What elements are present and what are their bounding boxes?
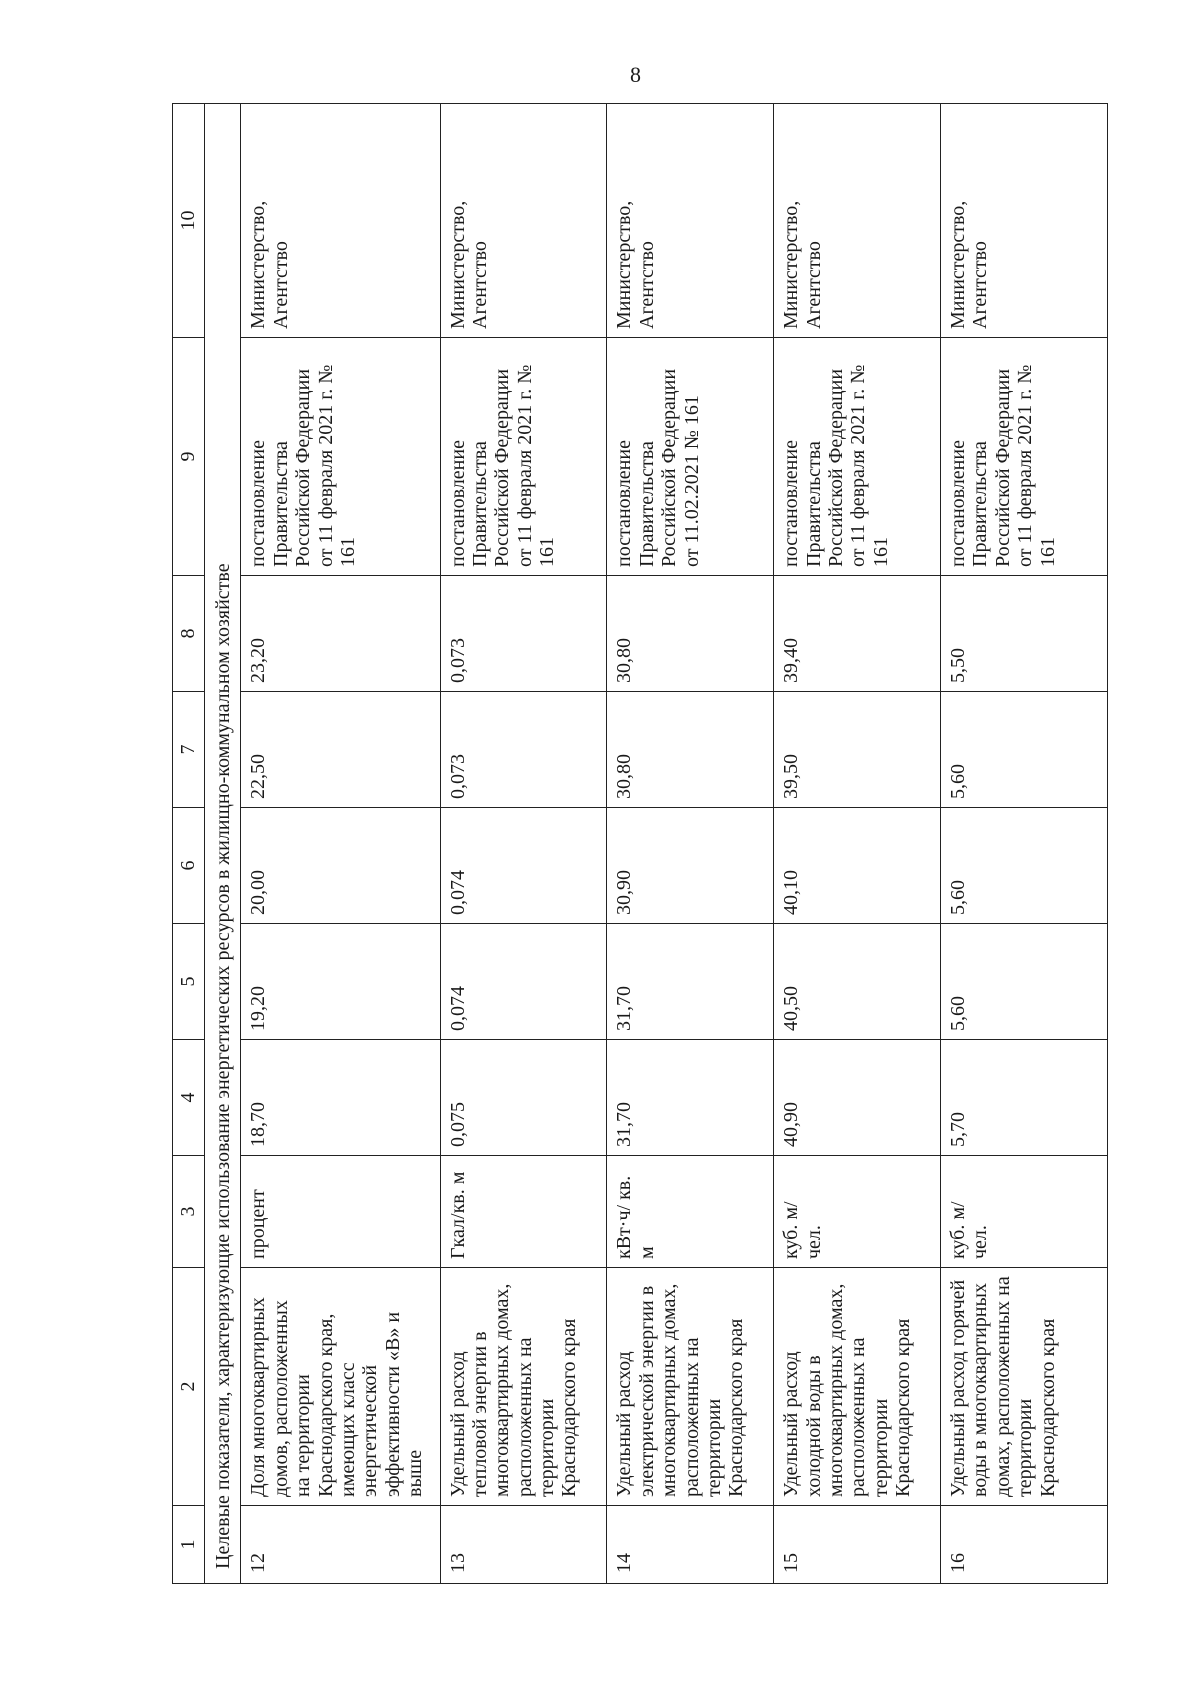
value-col-7: 5,60 [941,692,1108,808]
row-number: 12 [241,1506,440,1584]
page-number: 8 [630,62,641,87]
value-col-5: 0,074 [440,924,607,1040]
value-col-6: 5,60 [941,808,1108,924]
value-col-4: 5,70 [941,1040,1108,1156]
column-header: 9 [173,338,205,576]
value-col-8: 0,073 [440,576,607,692]
legal-basis: постановление Правительства Российской Федерации от 11 февраля 2021 г. № 161 [440,338,607,576]
value-col-5: 31,70 [607,924,774,1040]
legal-basis: постановление Правительства Российской Федерации от 11 февраля 2021 г. № 161 [941,338,1108,576]
indicator-name: Удельный расход тепловой энергии в многоквартирных домах, расположенных на территории Краснодарского края [440,1268,607,1506]
value-col-8: 5,50 [941,576,1108,692]
column-header: 2 [173,1268,205,1506]
value-col-6: 0,074 [440,808,607,924]
table-row [241,104,440,1584]
unit: Гкал/кв. м [440,1156,607,1268]
value-col-4: 18,70 [241,1040,440,1156]
column-header: 5 [173,924,205,1040]
value-col-5: 40,50 [774,924,941,1040]
row-number: 14 [607,1506,774,1584]
value-col-6: 20,00 [241,808,440,924]
value-col-7: 39,50 [774,692,941,808]
responsible: Министерство, Агентство [440,104,607,338]
row-number: 13 [440,1506,607,1584]
unit: кВт·ч/ кв. м [607,1156,774,1268]
value-col-7: 22,50 [241,692,440,808]
indicator-name: Удельный расход горячей воды в многоквартирных домах, расположенных на территории Краснодарского края [941,1268,1108,1506]
column-header: 6 [173,808,205,924]
value-col-6: 30,90 [607,808,774,924]
value-col-6: 40,10 [774,808,941,924]
responsible: Министерство, Агентство [607,104,774,338]
value-col-8: 30,80 [607,576,774,692]
indicator-name: Доля многоквартирных домов, расположенных на территории Краснодарского края, имеющих класс энергетической эффективности «В» и выше [241,1268,440,1506]
value-col-8: 23,20 [241,576,440,692]
table-row [774,104,941,1584]
responsible: Министерство, Агентство [941,104,1108,338]
column-header: 4 [173,1040,205,1156]
indicator-name: Удельный расход холодной воды в многоквартирных домах, расположенных на территории Краснодарского края [774,1268,941,1506]
value-col-4: 0,075 [440,1040,607,1156]
column-header: 7 [173,692,205,808]
value-col-7: 30,80 [607,692,774,808]
value-col-5: 19,20 [241,924,440,1040]
section-title: Целевые показатели, характеризующие использование энергетических ресурсов в жилищно-коммунальном хозяйстве [205,104,241,1584]
column-header: 8 [173,576,205,692]
responsible: Министерство, Агентство [774,104,941,338]
value-col-7: 0,073 [440,692,607,808]
value-col-8: 39,40 [774,576,941,692]
row-number: 15 [774,1506,941,1584]
legal-basis: постановление Правительства Российской Федерации от 11 февраля 2021 г. № 161 [774,338,941,576]
rotated-table-wrapper [172,104,1108,1584]
table-row [941,104,1108,1584]
unit: куб. м/ чел. [774,1156,941,1268]
value-col-4: 40,90 [774,1040,941,1156]
column-header: 1 [173,1506,205,1584]
indicator-name: Удельный расход электрической энергии в многоквартирных домах, расположенных на территории Краснодарского края [607,1268,774,1506]
table-row [607,104,774,1584]
column-header: 3 [173,1156,205,1268]
section-row [205,104,241,1584]
unit: куб. м/ чел. [941,1156,1108,1268]
column-header: 10 [173,104,205,338]
indicators-table [172,103,1108,1584]
table-row [440,104,607,1584]
row-number: 16 [941,1506,1108,1584]
value-col-5: 5,60 [941,924,1108,1040]
legal-basis: постановление Правительства Российской Федерации от 11 февраля 2021 г. № 161 [241,338,440,576]
value-col-4: 31,70 [607,1040,774,1156]
unit: процент [241,1156,440,1268]
responsible: Министерство, Агентство [241,104,440,338]
legal-basis: постановление Правительства Российской Федерации от 11.02.2021 № 161 [607,338,774,576]
column-number-row [173,104,205,1584]
